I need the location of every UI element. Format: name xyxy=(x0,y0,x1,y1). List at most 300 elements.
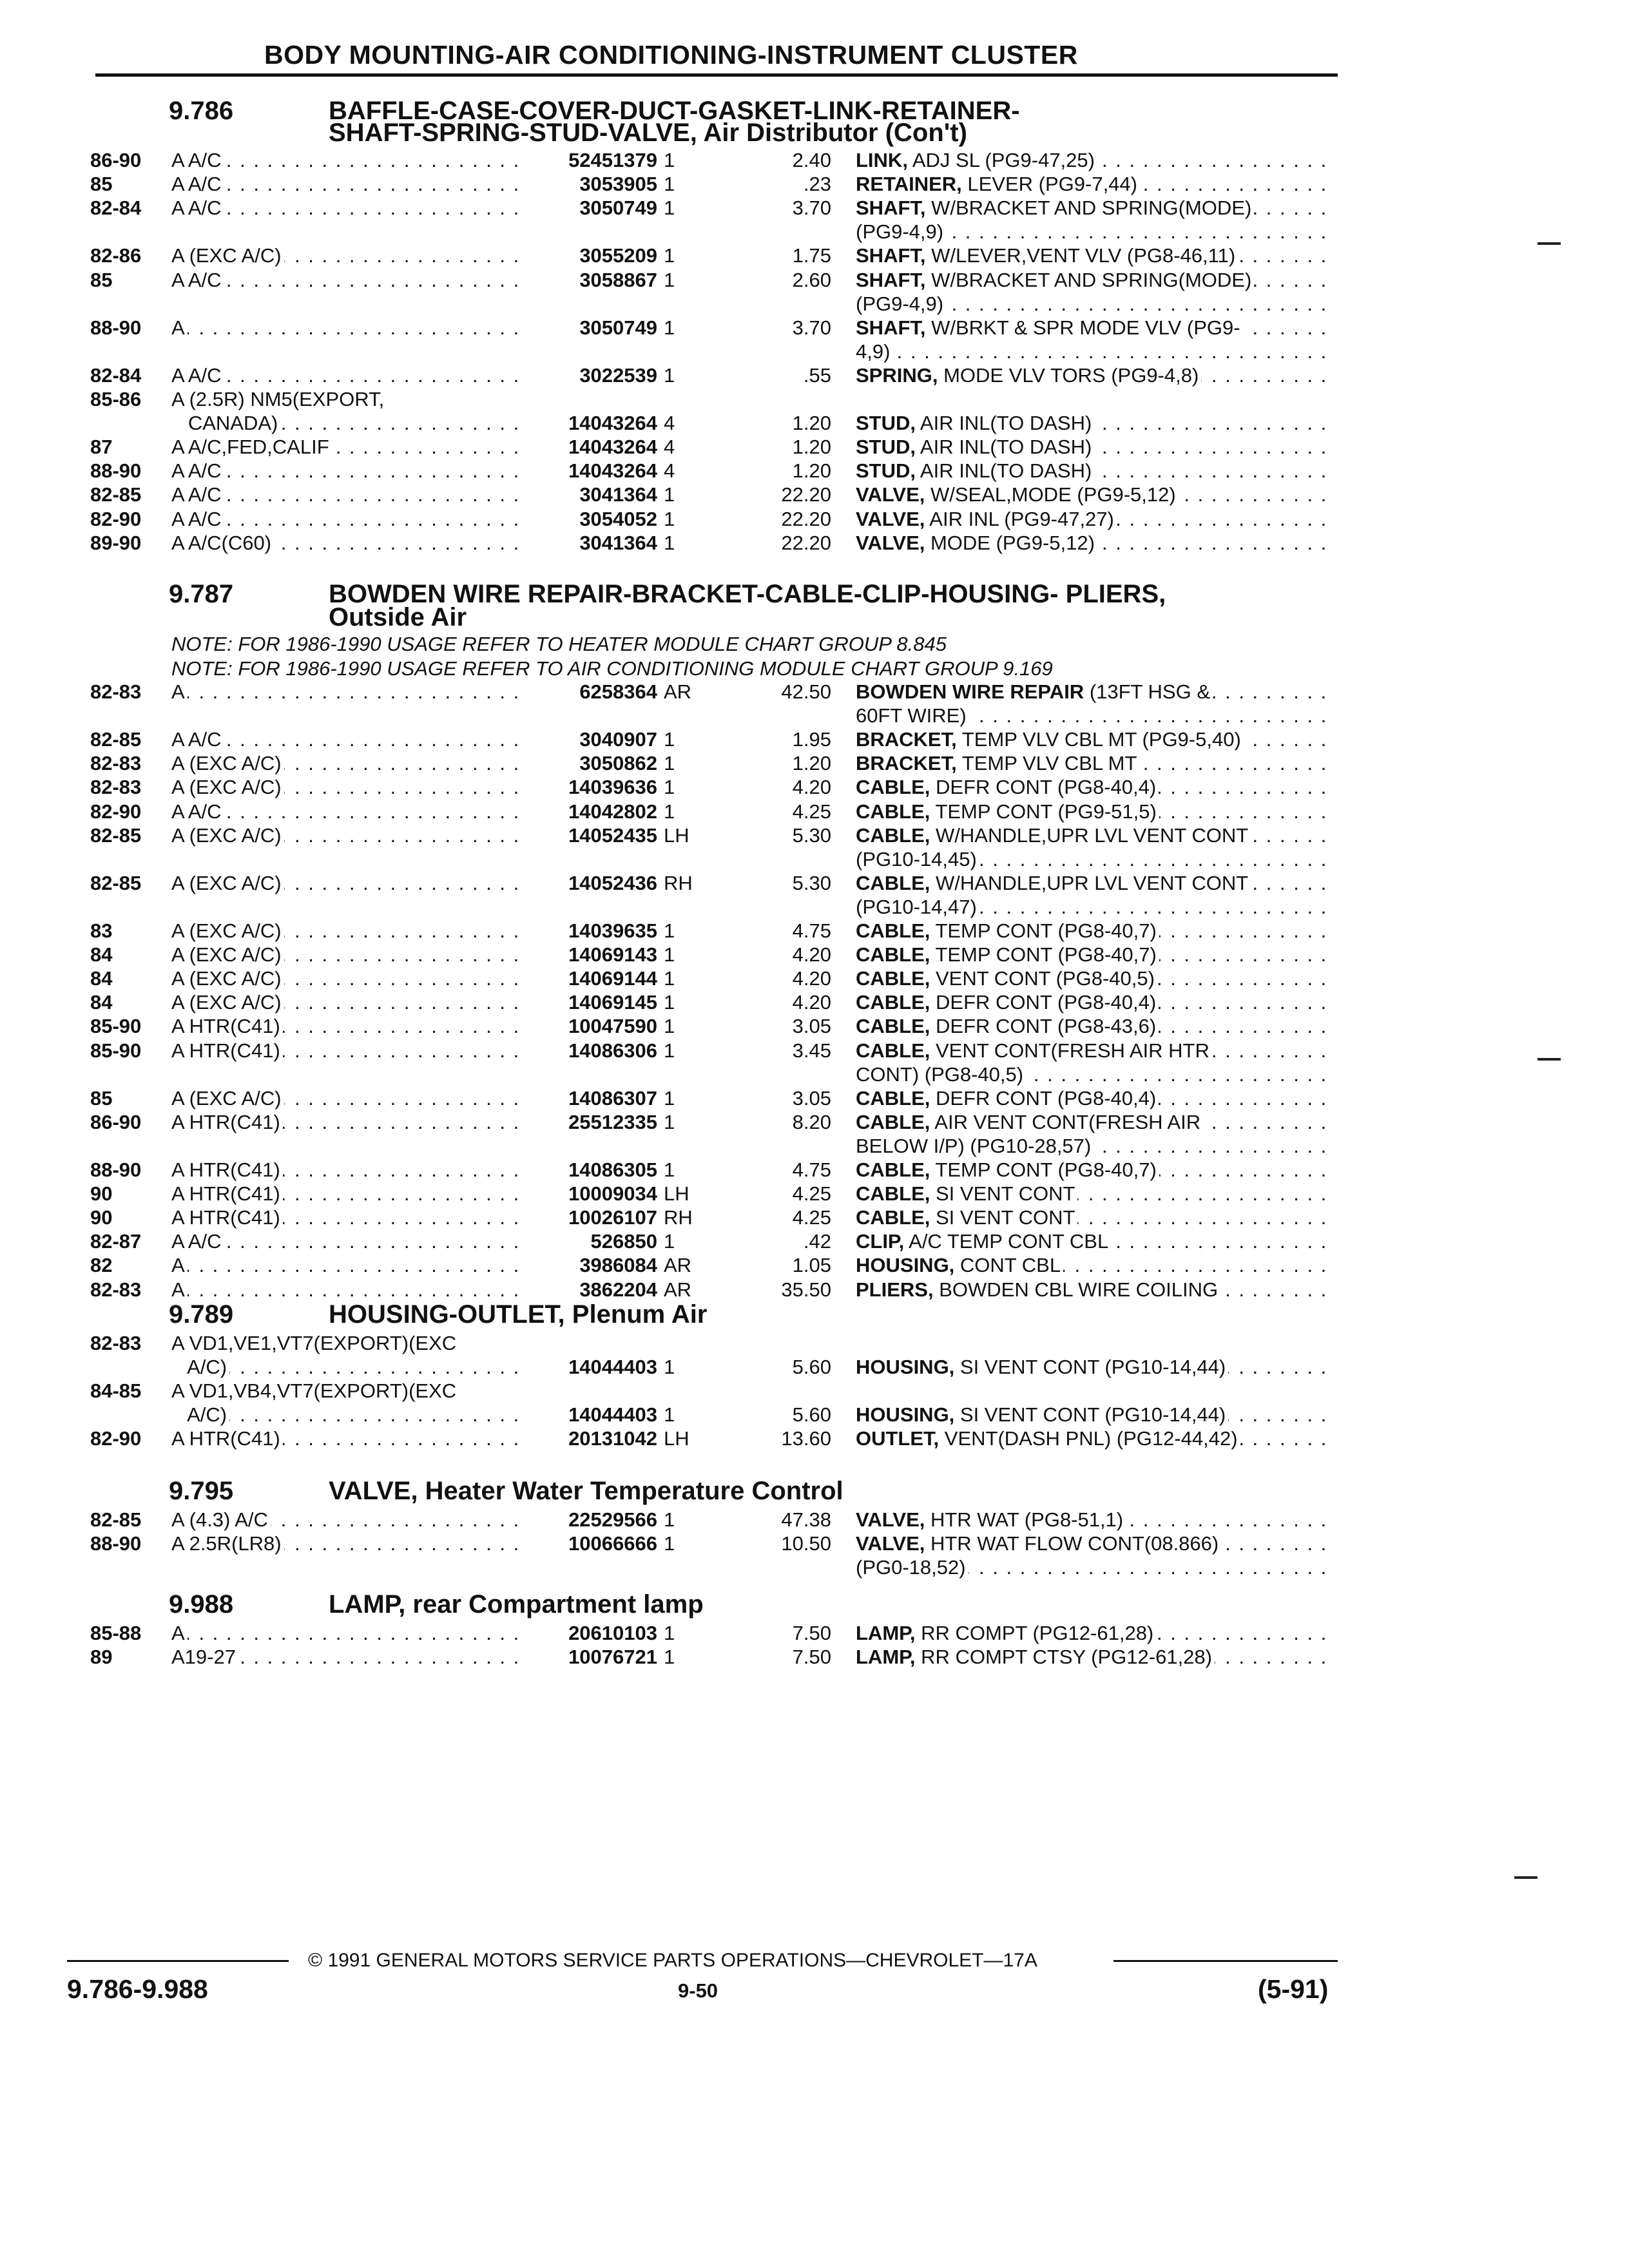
section-note: NOTE: FOR 1986-1990 USAGE REFER TO AIR CONDITIONING MODULE CHART GROUP 9.169 xyxy=(171,657,1053,680)
application-text: A xyxy=(171,680,188,703)
quantity: 4 xyxy=(664,412,675,435)
part-description: DEFR CONT (PG8-40,4) xyxy=(930,776,1157,799)
part-name: LINK, xyxy=(856,149,908,171)
table-row xyxy=(0,943,1629,966)
description xyxy=(856,1014,1326,1038)
quantity: 1 xyxy=(664,919,675,942)
application-text: A HTR(C41) xyxy=(171,1039,283,1062)
model-years: 85-90 xyxy=(90,1015,142,1038)
model-years: 85 xyxy=(90,1086,113,1110)
description-text xyxy=(856,848,979,870)
section-header xyxy=(0,1300,1629,1327)
application xyxy=(171,1331,522,1355)
quantity: LH xyxy=(664,1427,689,1450)
part-number: 10026107 xyxy=(568,1206,657,1229)
description xyxy=(856,1134,1326,1158)
part-description: MODE (PG9-5,12) xyxy=(925,531,1095,554)
part-description: DEFR CONT (PG8-40,4) xyxy=(930,991,1157,1014)
description-text xyxy=(856,872,1251,894)
description xyxy=(856,800,1326,823)
application xyxy=(171,775,522,799)
table-row xyxy=(0,1134,1629,1158)
quantity: 1 xyxy=(664,149,675,171)
application-text xyxy=(171,1135,174,1157)
description-text xyxy=(856,483,1179,506)
part-description: AIR INL (PG9-47,27) xyxy=(925,507,1114,530)
part-description: HTR WAT (PG8-51,1) xyxy=(925,1508,1124,1531)
model-years: 82-90 xyxy=(90,800,142,823)
part-name: VALVE, xyxy=(856,1508,925,1531)
model-years: 89-90 xyxy=(90,531,142,554)
table-row xyxy=(0,411,1629,435)
table-row xyxy=(0,507,1629,531)
part-number: 3055209 xyxy=(579,244,657,267)
table-row xyxy=(0,704,1629,727)
price: 5.30 xyxy=(792,871,831,894)
description-text xyxy=(856,1556,969,1579)
quantity: AR xyxy=(664,680,692,703)
part-number: 10047590 xyxy=(568,1015,657,1038)
part-description: SI VENT CONT (PG10-14,44) xyxy=(954,1356,1226,1379)
application xyxy=(171,1039,522,1062)
quantity: 1 xyxy=(664,483,675,506)
section-title-continued: SHAFT-SPRING-STUD-VALVE, Air Distributor (Con't) xyxy=(329,119,967,147)
part-description: W/LEVER,VENT VLV (PG8-46,11) xyxy=(925,244,1236,267)
application-text: A (EXC A/C) xyxy=(171,967,284,990)
description-text xyxy=(856,896,979,918)
part-description: ADJ SL (PG9-47,25) xyxy=(907,149,1095,171)
model-years: 88-90 xyxy=(90,459,142,483)
part-number: 14044403 xyxy=(568,1403,657,1427)
quantity: 4 xyxy=(664,436,675,459)
application xyxy=(171,1014,522,1038)
description xyxy=(856,148,1326,172)
model-years: 82-83 xyxy=(90,1278,142,1301)
price: .42 xyxy=(803,1230,831,1253)
part-number: 14043264 xyxy=(568,412,657,435)
description-text xyxy=(856,1087,1159,1110)
application xyxy=(171,895,522,919)
table-row xyxy=(0,1427,1629,1450)
description xyxy=(856,507,1326,531)
part-name: HOUSING, xyxy=(856,1254,955,1277)
table-row xyxy=(0,919,1629,943)
table-row xyxy=(0,727,1629,751)
application xyxy=(171,751,522,775)
description-text xyxy=(856,991,1159,1014)
quantity: 1 xyxy=(664,1356,675,1379)
part-number: 3986084 xyxy=(579,1254,657,1277)
application xyxy=(171,483,522,506)
description xyxy=(856,1182,1326,1206)
application-text xyxy=(171,848,174,870)
part-name: CABLE, xyxy=(856,991,930,1014)
quantity: 1 xyxy=(664,244,675,267)
application xyxy=(171,244,522,267)
description-text xyxy=(856,728,1244,751)
part-description: SI VENT CONT xyxy=(930,1182,1075,1206)
part-number: 3041364 xyxy=(579,483,657,506)
part-name: CABLE, xyxy=(856,823,930,847)
quantity: 1 xyxy=(664,728,675,751)
part-description: HTR WAT FLOW CONT(08.866) xyxy=(925,1532,1219,1555)
part-name: CABLE, xyxy=(856,1110,930,1133)
description xyxy=(856,411,1326,435)
model-years: 82-85 xyxy=(90,483,142,506)
description xyxy=(856,435,1326,459)
part-name: CABLE, xyxy=(856,871,930,894)
model-years: 82-85 xyxy=(90,1508,142,1531)
application-text: A 2.5R(LR8) xyxy=(171,1532,284,1555)
table-row xyxy=(0,751,1629,775)
application-text: A (EXC A/C) xyxy=(171,752,284,774)
description-text xyxy=(856,800,1159,823)
part-description: VENT CONT (PG8-40,5) xyxy=(930,967,1155,990)
part-number: 14086306 xyxy=(568,1039,657,1062)
part-number: 14086307 xyxy=(568,1086,657,1110)
application xyxy=(171,847,522,871)
application xyxy=(171,727,522,751)
application-text: A xyxy=(171,1254,188,1276)
description-text xyxy=(856,412,1094,434)
application-text: CANADA) xyxy=(171,412,280,434)
part-number: 3040907 xyxy=(579,728,657,751)
section-number: 9.988 xyxy=(169,1590,234,1619)
part-name: SHAFT, xyxy=(856,316,926,339)
footer-date: (5-91) xyxy=(1258,1974,1329,2004)
application-text: A A/C xyxy=(171,269,224,291)
table-row xyxy=(0,148,1629,172)
description xyxy=(856,871,1326,895)
description-text xyxy=(856,1332,858,1354)
model-years: 82-84 xyxy=(90,363,142,387)
application xyxy=(171,1182,522,1206)
part-description: TEMP CONT (PG9-51,5) xyxy=(930,800,1157,823)
table-row xyxy=(0,1645,1629,1669)
description-text xyxy=(856,704,969,727)
application-text: A A/C xyxy=(171,197,224,219)
part-description: TEMP VLV CBL MT (PG9-5,40) xyxy=(956,728,1241,751)
application xyxy=(171,1134,522,1158)
description xyxy=(856,387,1326,411)
part-number: 3862204 xyxy=(579,1278,657,1301)
part-number: 14042802 xyxy=(568,800,657,823)
part-description: (PG0-18,52) xyxy=(856,1556,966,1579)
application xyxy=(171,196,522,220)
application-text: A (EXC A/C) xyxy=(171,1087,284,1110)
price: 1.75 xyxy=(792,244,831,267)
application xyxy=(171,531,522,555)
part-number: 10009034 xyxy=(568,1182,657,1206)
quantity: 1 xyxy=(664,507,675,530)
price: 1.20 xyxy=(792,459,831,483)
description-text xyxy=(856,1182,1077,1205)
application-text: A (EXC A/C) xyxy=(171,872,284,894)
quantity: 1 xyxy=(664,197,675,220)
application-text: A VD1,VE1,VT7(EXPORT)(EXC xyxy=(171,1332,459,1354)
application xyxy=(171,268,522,292)
part-description: (13FT HSG & xyxy=(1084,680,1211,703)
quantity: 1 xyxy=(664,1403,675,1427)
description xyxy=(856,1039,1326,1062)
part-number: 3050749 xyxy=(579,197,657,220)
table-row xyxy=(0,483,1629,506)
quantity: 1 xyxy=(664,531,675,554)
description xyxy=(856,1110,1326,1134)
part-name: CABLE, xyxy=(856,1015,930,1038)
description-text xyxy=(856,269,1254,291)
description xyxy=(856,727,1326,751)
margin-tick-mark xyxy=(1537,242,1561,245)
application-text: A A/C xyxy=(171,483,224,506)
price: 4.25 xyxy=(792,1182,831,1206)
description-text xyxy=(856,1206,1077,1229)
table-row xyxy=(0,531,1629,555)
description xyxy=(856,172,1326,196)
application-text: A (EXC A/C) xyxy=(171,776,284,798)
part-description: W/HANDLE,UPR LVL VENT CONT xyxy=(930,871,1249,894)
header-rule xyxy=(95,73,1338,77)
application-text: A HTR(C41) xyxy=(171,1015,283,1037)
price: 35.50 xyxy=(781,1278,831,1301)
part-description: TEMP VLV CBL MT xyxy=(956,752,1137,775)
quantity: LH xyxy=(664,1182,689,1206)
section-note: NOTE: FOR 1986-1990 USAGE REFER TO HEATER MODULE CHART GROUP 8.845 xyxy=(171,633,947,655)
model-years: 85-86 xyxy=(90,388,142,410)
margin-tick-mark xyxy=(1537,1058,1561,1061)
quantity: 1 xyxy=(664,1622,675,1644)
description xyxy=(856,531,1326,555)
model-years: 82-90 xyxy=(90,1427,142,1450)
price: 1.05 xyxy=(792,1254,831,1277)
part-name: CABLE, xyxy=(856,1206,930,1229)
section-title: HOUSING-OUTLET, Plenum Air xyxy=(329,1300,708,1329)
table-row xyxy=(0,1355,1629,1379)
quantity: 1 xyxy=(664,1230,675,1253)
part-name: OUTLET, xyxy=(856,1427,940,1450)
application xyxy=(171,363,522,387)
application xyxy=(171,966,522,990)
description xyxy=(856,1355,1326,1379)
price: 1.20 xyxy=(792,412,831,435)
part-name: VALVE, xyxy=(856,507,925,530)
application xyxy=(171,680,522,704)
part-name: CLIP, xyxy=(856,1230,905,1253)
part-description: SI VENT CONT (PG10-14,44) xyxy=(954,1403,1226,1427)
application xyxy=(171,990,522,1014)
description-text xyxy=(856,1254,1063,1276)
model-years: 86-90 xyxy=(90,149,142,171)
application xyxy=(171,1427,522,1450)
description xyxy=(856,1532,1326,1555)
table-row xyxy=(0,775,1629,799)
description xyxy=(856,363,1326,387)
price: 2.60 xyxy=(792,268,831,291)
price: 22.20 xyxy=(781,507,831,530)
quantity: 1 xyxy=(664,1646,675,1669)
application xyxy=(171,1645,522,1669)
application-text: A19-27 xyxy=(171,1646,238,1668)
description xyxy=(856,1331,1326,1355)
quantity: 1 xyxy=(664,173,675,196)
section-header xyxy=(0,97,1629,151)
part-number: 20610103 xyxy=(568,1622,657,1644)
description xyxy=(856,483,1326,506)
model-years: 89 xyxy=(90,1646,113,1669)
price: 5.60 xyxy=(792,1403,831,1427)
description xyxy=(856,1508,1326,1532)
part-name: LAMP, xyxy=(856,1646,916,1669)
part-name: SHAFT, xyxy=(856,197,926,220)
application xyxy=(171,411,522,435)
model-years: 82-85 xyxy=(90,728,142,751)
model-years: 82-85 xyxy=(90,823,142,847)
part-number: 10066666 xyxy=(568,1532,657,1555)
part-number: 14052435 xyxy=(568,823,657,847)
application-text: A A/C xyxy=(171,364,224,387)
price: 4.20 xyxy=(792,943,831,966)
quantity: 1 xyxy=(664,316,675,339)
application xyxy=(171,1253,522,1277)
price: 1.95 xyxy=(792,728,831,751)
part-description: W/BRACKET AND SPRING(MODE) xyxy=(925,197,1252,220)
footer-page-number: 9-50 xyxy=(678,1979,718,2002)
part-name: HOUSING, xyxy=(856,1356,955,1379)
part-name: STUD, xyxy=(856,412,916,435)
model-years: 85 xyxy=(90,173,113,196)
table-row xyxy=(0,871,1629,895)
application xyxy=(171,823,522,847)
description-text xyxy=(856,149,1097,171)
description-text xyxy=(856,1158,1159,1181)
part-description: MODE VLV TORS (PG9-4,8) xyxy=(938,363,1199,387)
description-text xyxy=(856,1356,1228,1378)
application-text: A (EXC A/C) xyxy=(171,244,284,267)
part-description: VENT(DASH PNL) (PG12-44,42) xyxy=(939,1427,1238,1450)
part-name: SPRING, xyxy=(856,363,938,387)
table-row xyxy=(0,220,1629,244)
application xyxy=(171,1621,522,1645)
application-text: A xyxy=(171,1622,188,1644)
section-number: 9.789 xyxy=(169,1300,234,1329)
application-text: A HTR(C41) xyxy=(171,1158,283,1181)
description xyxy=(856,680,1326,704)
part-number: 3054052 xyxy=(579,507,657,530)
model-years: 82-83 xyxy=(90,752,142,775)
quantity: 1 xyxy=(664,991,675,1014)
price: 4.20 xyxy=(792,991,831,1014)
part-name: HOUSING, xyxy=(856,1403,955,1427)
section-number: 9.795 xyxy=(169,1477,234,1505)
application xyxy=(171,507,522,531)
part-number: 14052436 xyxy=(568,871,657,894)
description-text xyxy=(856,1063,1026,1086)
part-description: W/HANDLE,UPR LVL VENT CONT xyxy=(930,823,1249,847)
application-text xyxy=(171,896,174,918)
description xyxy=(856,823,1326,847)
application-text xyxy=(171,1556,174,1579)
quantity: 1 xyxy=(664,776,675,799)
application xyxy=(171,340,522,363)
part-number: 3053905 xyxy=(579,173,657,196)
application xyxy=(171,435,522,459)
application xyxy=(171,943,522,966)
application-text: A A/C xyxy=(171,149,224,171)
description xyxy=(856,895,1326,919)
part-number: 10076721 xyxy=(568,1646,657,1669)
part-description: BOWDEN CBL WIRE COILING xyxy=(933,1278,1219,1301)
quantity: RH xyxy=(664,871,693,894)
application xyxy=(171,1229,522,1253)
part-name: STUD, xyxy=(856,436,916,459)
application xyxy=(171,148,522,172)
section-title: LAMP, rear Compartment lamp xyxy=(329,1590,704,1619)
quantity: 1 xyxy=(664,943,675,966)
model-years: 86-90 xyxy=(90,1110,142,1133)
application-text: A (EXC A/C) xyxy=(171,991,284,1014)
part-number: 14069143 xyxy=(568,943,657,966)
section-title: VALVE, Heater Water Temperature Control xyxy=(329,1477,843,1505)
part-number: 14044403 xyxy=(568,1356,657,1379)
price: 4.25 xyxy=(792,1206,831,1229)
application-text: A A/C xyxy=(171,173,224,195)
part-description: W/BRKT & SPR MODE VLV (PG9- xyxy=(925,316,1240,339)
description xyxy=(856,316,1326,340)
part-description: 4,9) xyxy=(856,340,891,363)
table-row xyxy=(0,1379,1629,1403)
description xyxy=(856,220,1326,244)
quantity: LH xyxy=(664,823,689,847)
part-description: RR COMPT CTSY (PG12-61,28) xyxy=(915,1646,1212,1669)
part-number: 14043264 xyxy=(568,436,657,459)
price: 4.75 xyxy=(792,1158,831,1181)
table-row xyxy=(0,1158,1629,1182)
table-row xyxy=(0,172,1629,196)
description xyxy=(856,1158,1326,1182)
description-text xyxy=(856,1230,1111,1253)
table-row xyxy=(0,459,1629,483)
price: .55 xyxy=(803,363,831,387)
application-text: A A/C xyxy=(171,800,224,823)
table-row xyxy=(0,196,1629,220)
application-text: A/C) xyxy=(171,1356,229,1378)
quantity: 1 xyxy=(664,1508,675,1531)
description-text xyxy=(856,436,1094,458)
application xyxy=(171,1403,522,1427)
model-years: 82-87 xyxy=(90,1230,142,1253)
model-years: 82-90 xyxy=(90,507,142,530)
part-description: CONT CBL xyxy=(954,1254,1061,1277)
application-text: A HTR(C41) xyxy=(171,1182,283,1205)
description xyxy=(856,1645,1326,1669)
description-text xyxy=(856,967,1157,990)
section-header xyxy=(0,1477,1629,1504)
section-title: BOWDEN WIRE REPAIR-BRACKET-CABLE-CLIP-HOUSING- PLIERS, xyxy=(329,580,1166,608)
application xyxy=(171,172,522,196)
description-text xyxy=(856,220,946,243)
quantity: 1 xyxy=(664,1086,675,1110)
application xyxy=(171,1062,522,1086)
model-years: 84 xyxy=(90,967,113,990)
section-title-continued: Outside Air xyxy=(329,603,467,631)
part-number: 14039635 xyxy=(568,919,657,942)
table-row xyxy=(0,990,1629,1014)
part-description: BELOW I/P) (PG10-28,57) xyxy=(856,1134,1092,1157)
table-row xyxy=(0,1253,1629,1277)
part-description: W/BRACKET AND SPRING(MODE) xyxy=(925,268,1252,291)
application-text: A A/C xyxy=(171,459,224,482)
price: 4.75 xyxy=(792,919,831,942)
